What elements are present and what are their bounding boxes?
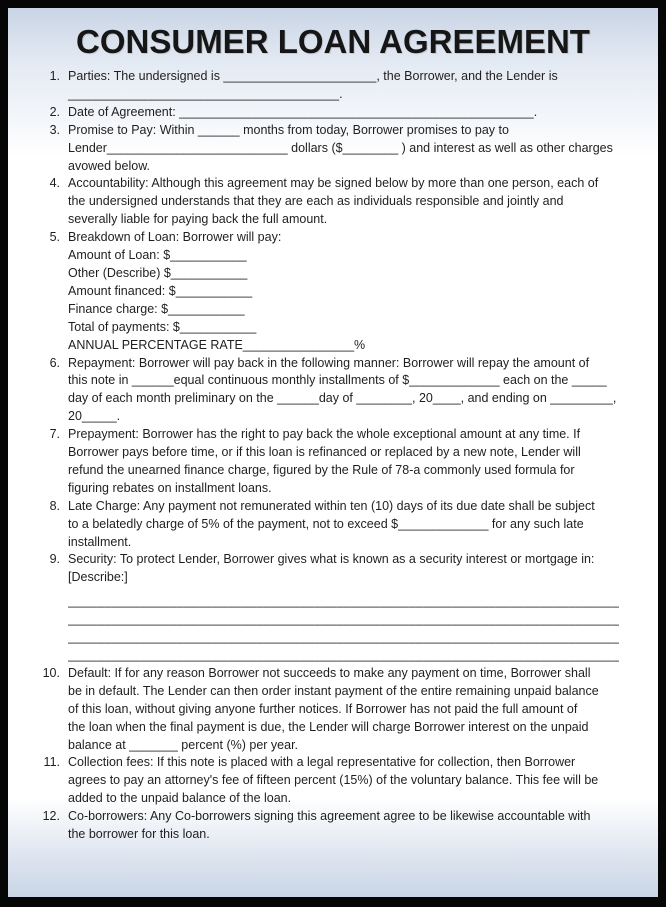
clause-line: Other (Describe) $___________ (68, 265, 248, 280)
clause-item-6 (8, 355, 658, 427)
clause-number: 10. (42, 665, 60, 680)
clause-line: agrees to pay an attorney's fee of fifteen percent (15%) of the voluntary balance. This fee will be (68, 773, 599, 788)
clause-line: Breakdown of Loan: Borrower will pay: (68, 230, 282, 245)
clause-body (68, 808, 658, 844)
clause-body (68, 104, 658, 122)
clause-line: Collection fees: If this note is placed with a legal representative for collection, then Borrower (68, 755, 576, 770)
clause-line: Repayment: Borrower will pay back in the following manner: Borrower will repay the amount of (68, 355, 590, 370)
clause-line: the borrower for this loan. (68, 827, 210, 842)
clause-line: Promise to Pay: Within ______ months from today, Borrower promises to pay to (68, 122, 509, 137)
clause-line: figuring rebates on installment loans. (68, 480, 272, 495)
clause-line: to a belatedly charge of 5% of the payment, not to exceed $_____________ for any such late (68, 516, 584, 531)
clause-line: of this loan, without giving anyone further notices. If Borrower has not paid the full amount of (68, 701, 578, 716)
clause-item-7 (8, 426, 658, 498)
clause-item-2 (8, 104, 658, 122)
fill-line: ____________________________________________________________________________ (68, 630, 620, 645)
clause-list (8, 68, 658, 844)
clause-line: balance at _______ percent (%) per year. (68, 737, 299, 752)
clause-line: Prepayment: Borrower has the right to pay back the whole exceptional amount at any time. If (68, 427, 581, 442)
clause-line: Date of Agreement: ___________________________________________________. (68, 104, 538, 119)
clause-line: Parties: The undersigned is ______________________, the Borrower, and the Lender is (68, 69, 558, 83)
clause-number: 8. (49, 498, 60, 513)
clause-line: Amount financed: $___________ (68, 283, 253, 298)
clause-body (68, 754, 658, 808)
clause-line: Co-borrowers: Any Co-borrowers signing this agreement agree to be likewise accountable with (68, 809, 591, 824)
clause-number: 1. (49, 69, 60, 83)
clause-number: 12. (42, 809, 60, 824)
document-title: CONSUMER LOAN AGREEMENT (76, 23, 590, 60)
clause-line: Accountability: Although this agreement may be signed below by more than one person, each of (68, 176, 599, 191)
clause-body (68, 498, 658, 552)
clause-item-1 (8, 68, 658, 104)
clause-line: be in default. The Lender can then order instant payment of the entire remaining unpaid balance (68, 683, 599, 698)
clause-line: severally liable for paying back the full amount. (68, 212, 328, 227)
clause-item-4 (8, 175, 658, 229)
clause-number: 2. (49, 104, 60, 119)
clause-number: 5. (49, 230, 60, 245)
clause-line: installment. (68, 534, 132, 549)
describe-fill-lines (68, 593, 658, 665)
clause-line: [Describe:] (68, 570, 128, 585)
clause-line: ANNUAL PERCENTAGE RATE________________% (68, 337, 366, 352)
clause-item-11 (8, 754, 658, 808)
clause-line: the undersigned understands that they are each as individuals responsible and jointly and (68, 194, 564, 209)
clause-line: added to the unpaid balance of the loan. (68, 791, 292, 806)
clause-number: 7. (49, 427, 60, 442)
clause-number: 9. (49, 552, 60, 567)
clause-line: Amount of Loan: $___________ (68, 248, 247, 263)
clause-line: the loan when the final payment is due, the Lender will charge Borrower interest on the unpaid (68, 719, 589, 734)
clause-body (68, 122, 658, 176)
clause-item-8 (8, 498, 658, 552)
clause-line: day of each month preliminary on the ______day of ________, 20____, and ending on _________, (68, 391, 617, 406)
clause-item-3 (8, 122, 658, 176)
clause-line: Default: If for any reason Borrower not succeeds to make any payment on time, Borrower shall (68, 665, 591, 680)
clause-line: Total of payments: $___________ (68, 319, 257, 334)
clause-item-5 (8, 229, 658, 354)
clause-line: this note in ______equal continuous monthly installments of $_____________ each on the _____ (68, 373, 607, 388)
clause-number: 4. (49, 176, 60, 191)
clause-line: _______________________________________. (68, 86, 343, 101)
clause-line: Borrower pays before time, or if this loan is refinanced or replaced by a new note, Lender will (68, 445, 581, 460)
clause-number: 3. (49, 122, 60, 137)
clause-line: refund the unearned finance charge, figured by the Rule of 78-a commonly used formula for (68, 462, 575, 477)
clause-item-12 (8, 808, 658, 844)
clause-line: Late Charge: Any payment not remunerated within ten (10) days of its due date shall be subject (68, 498, 595, 513)
clause-body (68, 355, 658, 427)
clause-item-9 (8, 551, 658, 664)
clause-body (68, 551, 658, 664)
clause-line: avowed below. (68, 158, 151, 173)
clause-line: 20_____. (68, 409, 121, 424)
fill-line: ____________________________________________________________________________ (68, 594, 620, 609)
clause-line: Lender__________________________ dollars ($________ ) and interest as well as other charges (68, 140, 613, 155)
clause-number: 11. (43, 755, 60, 770)
fill-line: ____________________________________________________________________________ (68, 648, 620, 662)
clause-item-10 (8, 665, 658, 755)
clause-body (68, 229, 658, 354)
clause-body (68, 426, 658, 498)
clause-line: Security: To protect Lender, Borrower gives what is known as a security interest or mortgage in: (68, 552, 595, 567)
clause-body (68, 175, 658, 229)
clause-line: Finance charge: $___________ (68, 301, 245, 316)
clause-body (68, 68, 658, 104)
clause-number: 6. (49, 355, 60, 370)
clause-body (68, 665, 658, 755)
fill-line: ____________________________________________________________________________ (68, 612, 620, 627)
